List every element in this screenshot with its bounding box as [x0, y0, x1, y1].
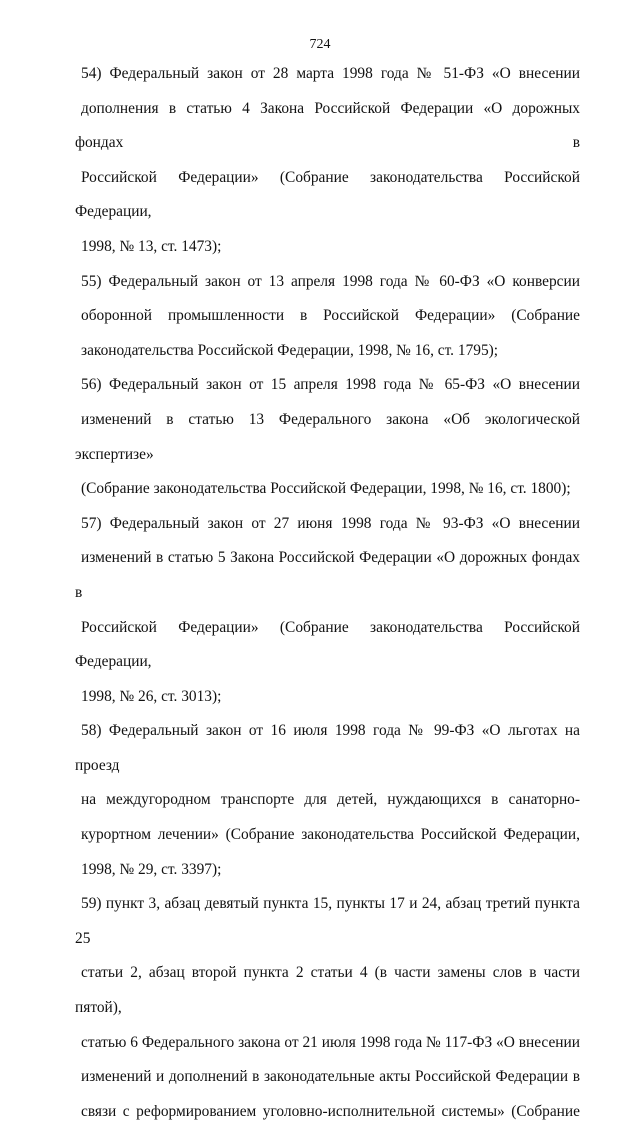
- text-line: 58) Федеральный закон от 16 июля 1998 года № 99-ФЗ «О льготах на проезд: [75, 722, 580, 774]
- text-line: курортном лечении» (Собрание законодательства Российской Федерации,: [81, 826, 580, 844]
- text-line: 55) Федеральный закон от 13 апреля 1998 года № 60-ФЗ «О конверсии: [81, 272, 580, 290]
- text-line: дополнения в статью 4 Закона Российской Федерации «О дорожных фондах в: [75, 99, 580, 152]
- text-line: 1998, № 26, ст. 3013);: [81, 687, 222, 705]
- page-number: 724: [309, 37, 331, 52]
- text-line: 1998, № 13, ст. 1473);: [81, 237, 222, 255]
- document-body: [75, 57, 580, 1129]
- list-item-54: [75, 57, 580, 265]
- text-line: статьи 2, абзац второй пункта 2 статьи 4 (в части замены слов в части пятой),: [75, 964, 580, 1017]
- text-line: изменений в статью 13 Федерального закона «Об экологической экспертизе»: [75, 410, 580, 463]
- text-line: 54) Федеральный закон от 28 марта 1998 года № 51-ФЗ «О внесении: [81, 65, 580, 82]
- text-line: Российской Федерации» (Собрание законодательства Российской Федерации,: [75, 168, 580, 221]
- list-item-58: [75, 714, 580, 887]
- list-item-55: [75, 265, 580, 369]
- text-line: на междугородном транспорте для детей, нуждающихся в санаторно-: [81, 791, 580, 809]
- text-line: 57) Федеральный закон от 27 июня 1998 года № 93-ФЗ «О внесении: [81, 514, 580, 532]
- text-line: 59) пункт 3, абзац девятый пункта 15, пункты 17 и 24, абзац третий пункта 25: [75, 895, 580, 947]
- text-line: законодательства Российской Федерации, 1998, № 16, ст. 1795);: [81, 341, 499, 359]
- text-line: Российской Федерации» (Собрание законодательства Российской Федерации,: [75, 618, 580, 671]
- text-line: (Собрание законодательства Российской Федерации, 1998, № 16, ст. 1800);: [81, 480, 571, 498]
- text-line: оборонной промышленности в Российской Федерации» (Собрание: [81, 307, 580, 325]
- text-line: статью 6 Федерального закона от 21 июля 1998 года № 117-ФЗ «О внесении: [81, 1033, 580, 1051]
- text-line: 1998, № 29, ст. 3397);: [81, 860, 222, 878]
- list-item-59: [75, 887, 580, 1129]
- list-item-57: [75, 507, 580, 715]
- text-line: изменений в статью 5 Закона Российской Федерации «О дорожных фондах в: [75, 549, 580, 601]
- text-line: изменений и дополнений в законодательные акты Российской Федерации в: [81, 1068, 580, 1086]
- list-item-56: [75, 368, 580, 506]
- text-line: 56) Федеральный закон от 15 апреля 1998 года № 65-ФЗ «О внесении: [81, 376, 580, 394]
- text-line: связи с реформированием уголовно-исполнительной системы» (Собрание: [81, 1102, 580, 1120]
